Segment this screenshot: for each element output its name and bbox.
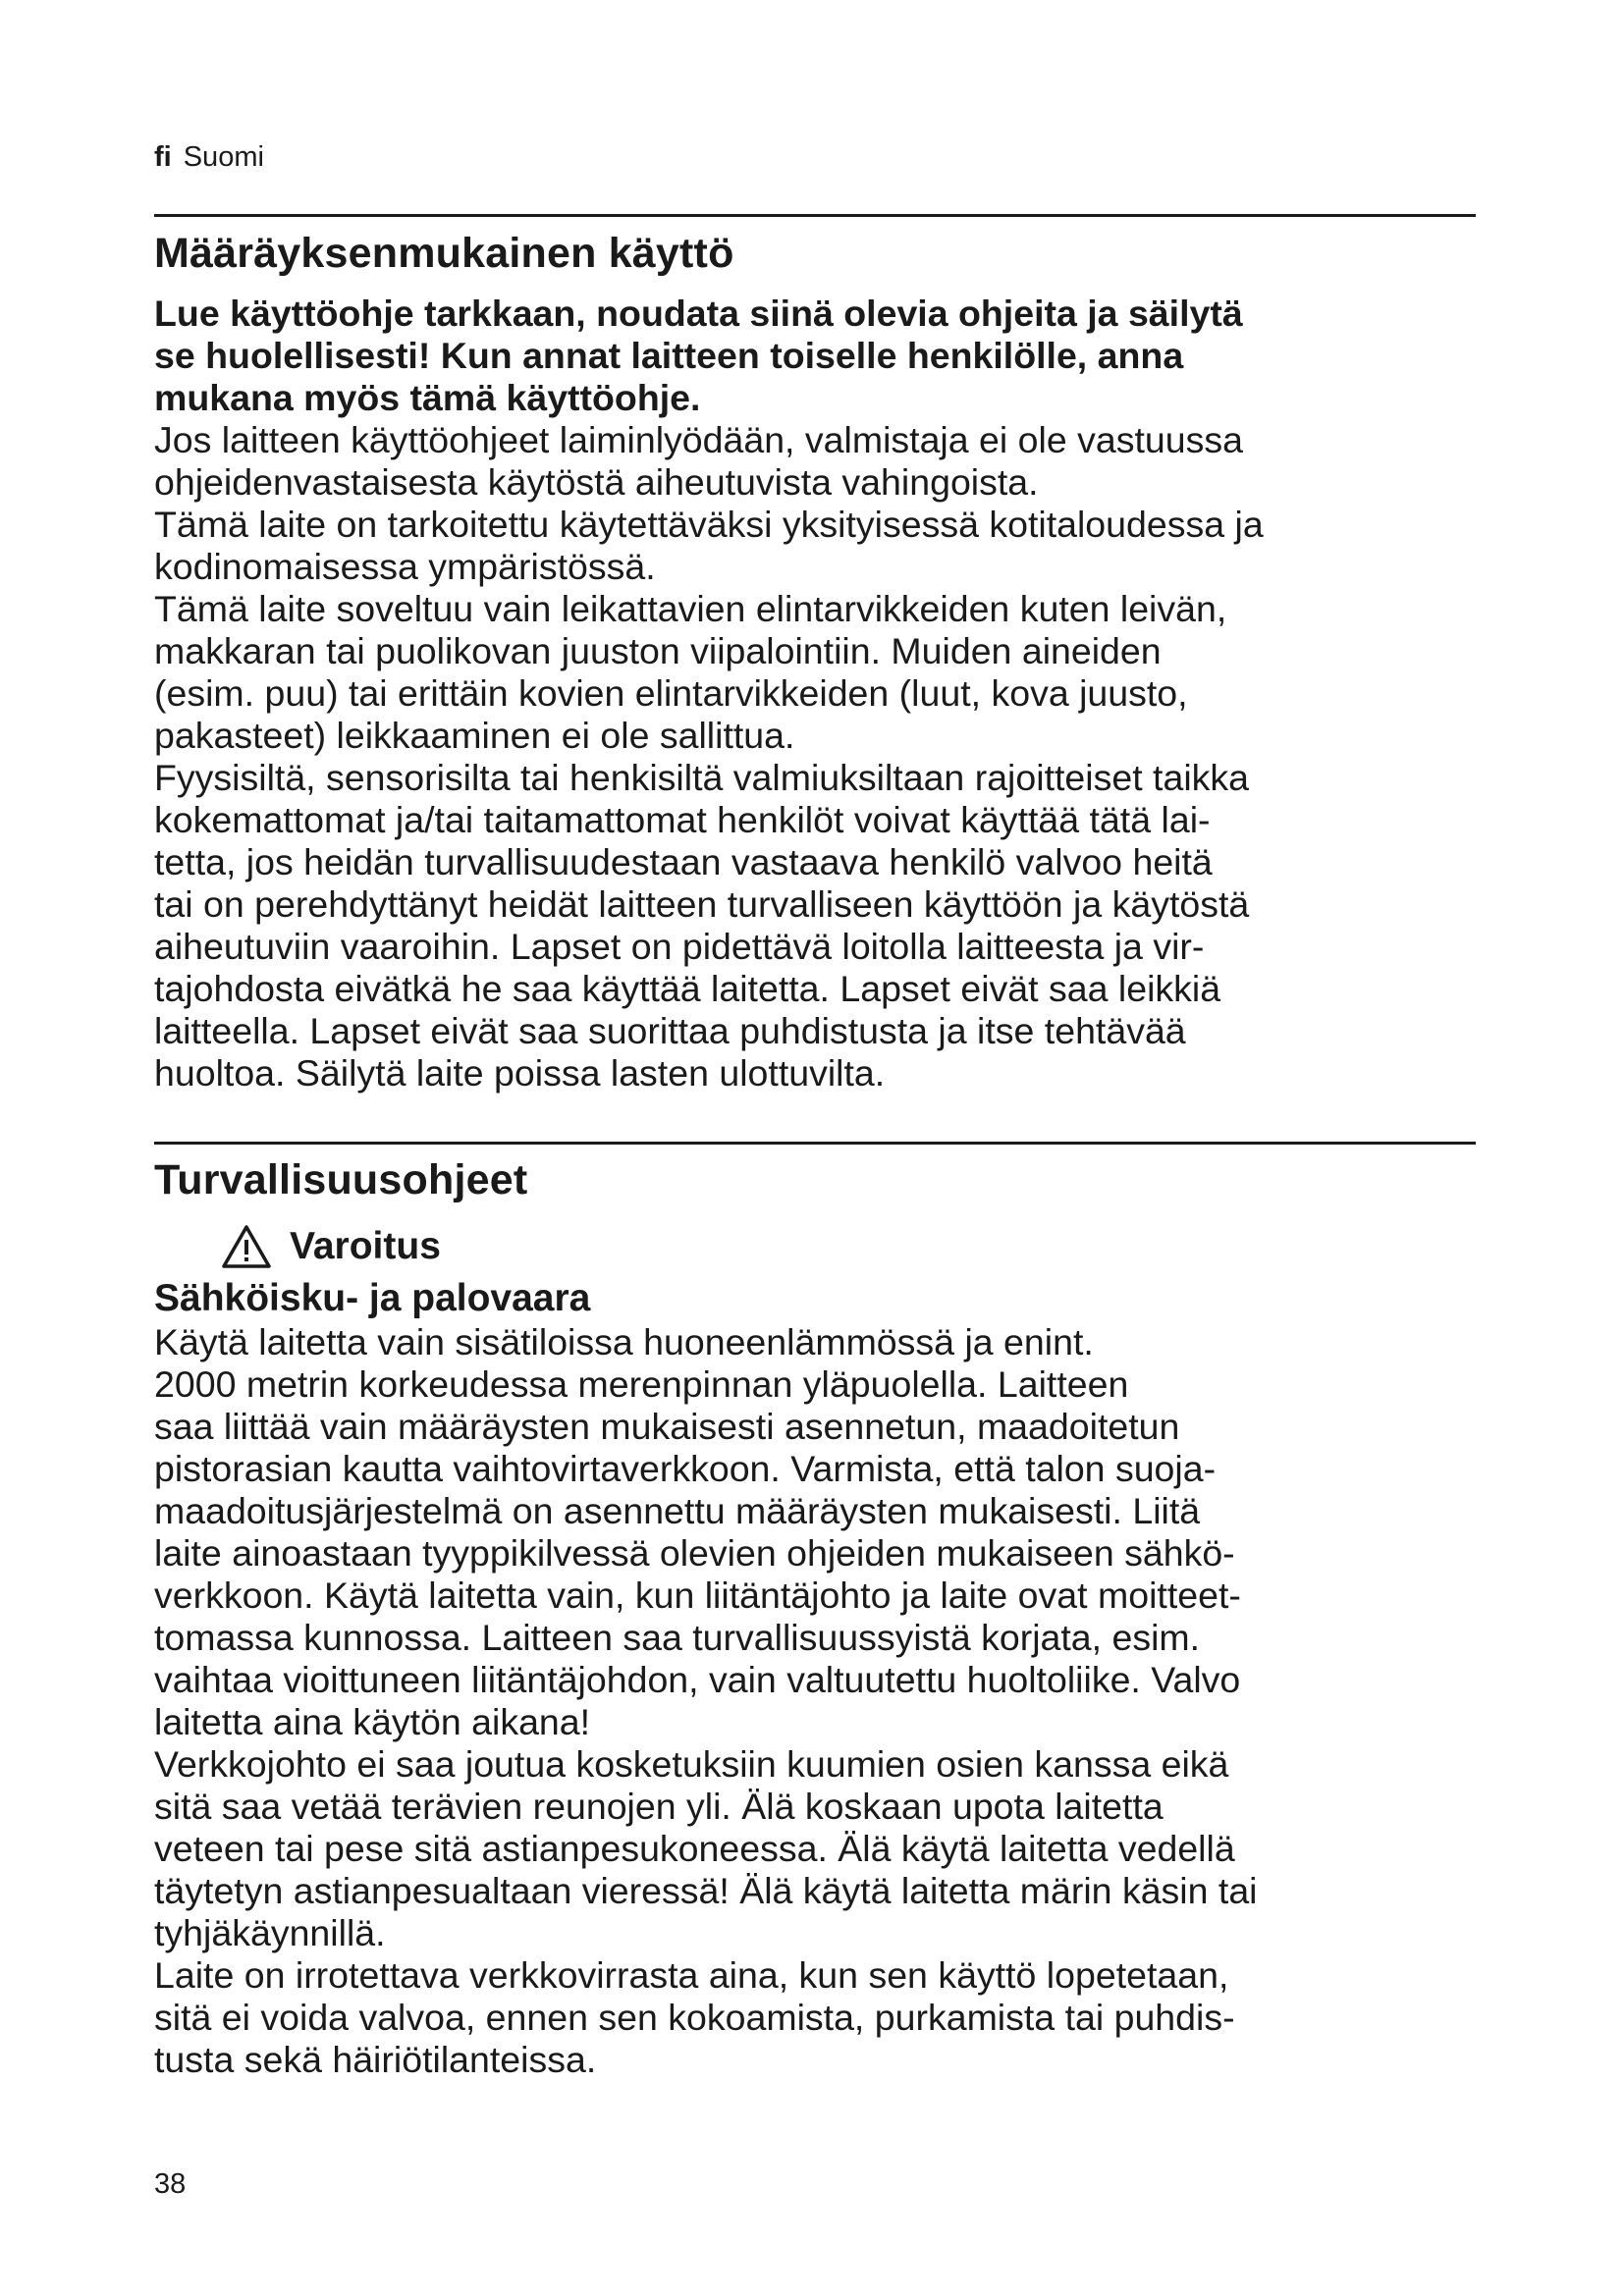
body-line: tyhjäkäynnillä. <box>154 1912 386 1953</box>
body-line: laite ainoastaan tyyppikilvessä olevien ohjeiden mukaiseen sähkö- <box>154 1532 1235 1574</box>
body-line: sitä saa vetää terävien reunojen yli. Älä koskaan upota laitetta <box>154 1786 1164 1827</box>
body-line: Laite on irrotettava verkkovirrasta aina, kun sen käyttö lopetetaan, <box>154 1954 1229 1996</box>
body-line: tomassa kunnossa. Laitteen saa turvallisuussyistä korjata, esim. <box>154 1617 1201 1658</box>
safety-section <box>154 1152 1476 2081</box>
body-line: veteen tai pese sitä astianpesukoneessa. Älä käytä laitetta vedellä <box>154 1828 1235 1869</box>
body-line: tai on perehdyttänyt heidät laitteen turvalliseen käyttöön ja käytöstä <box>154 883 1250 925</box>
body-line: pistorasian kautta vaihtovirtaverkkoon. Varmista, että talon suoja- <box>154 1448 1217 1489</box>
intended-use-section <box>154 226 1476 1095</box>
body-line: laitetta aina käytön aikana! <box>154 1701 591 1742</box>
warning-triangle-icon <box>221 1224 272 1269</box>
lead-line: se huolellisesti! Kun annat laitteen toiselle henkilölle, anna <box>154 335 1184 376</box>
body-line: huoltoa. Säilytä laite poissa lasten ulottuvilta. <box>154 1052 886 1094</box>
body-line: sitä ei voida valvoa, ennen sen kokoamista, purkamista tai puhdis- <box>154 1997 1235 2038</box>
body-line: Tämä laite on tarkoitettu käytettäväksi yksityisessä kotitaloudessa ja <box>154 504 1264 545</box>
body-text <box>154 1321 1476 2081</box>
language-name: Suomi <box>183 141 264 173</box>
body-line: tusta sekä häiriötilanteissa. <box>154 2039 597 2080</box>
hazard-heading: Sähköisku- ja palovaara <box>154 1277 591 1319</box>
body-line: tajohdosta eivätkä he saa käyttää laitetta. Lapset eivät saa leikkiä <box>154 968 1221 1009</box>
body-line: ohjeidenvastaisesta käytöstä aiheutuvista vahingoista. <box>154 461 1039 503</box>
body-line: täytetyn astianpesualtaan vieressä! Älä käytä laitetta märin käsin tai <box>154 1870 1258 1911</box>
warning-label: Varoitus <box>290 1225 441 1267</box>
section-title: Turvallisuusohjeet <box>154 1156 528 1203</box>
body-line: Käytä laitetta vain sisätiloissa huoneenlämmössä ja enint. <box>154 1321 1094 1362</box>
body-text <box>154 419 1476 1095</box>
body-line: pakasteet) leikkaaminen ei ole sallittua. <box>154 715 795 756</box>
body-line: kokemattomat ja/tai taitamattomat henkilöt voivat käyttää tätä lai- <box>154 799 1211 840</box>
body-line: Tämä laite soveltuu vain leikattavien elintarvikkeiden kuten leivän, <box>154 588 1227 629</box>
body-line: 2000 metrin korkeudessa merenpinnan yläpuolella. Laitteen <box>154 1363 1129 1405</box>
body-line: Verkkojohto ei saa joutua kosketuksiin kuumien osien kanssa eikä <box>154 1743 1229 1785</box>
body-line: saa liittää vain määräysten mukaisesti asennetun, maadoitetun <box>154 1406 1180 1447</box>
body-line: makkaran tai puolikovan juuston viipalointiin. Muiden aineiden <box>154 630 1162 671</box>
body-line: laitteella. Lapset eivät saa suorittaa puhdistusta ja itse tehtävää <box>154 1010 1186 1051</box>
body-line: vaihtaa vioittuneen liitäntäjohdon, vain valtuutettu huoltoliike. Valvo <box>154 1659 1241 1700</box>
body-line: tetta, jos heidän turvallisuudestaan vastaava henkilö valvoo heitä <box>154 841 1213 882</box>
body-line: kodinomaisessa ympäristössä. <box>154 546 656 587</box>
lead-paragraph <box>154 293 1476 419</box>
section-divider <box>154 214 1476 217</box>
body-line: verkkoon. Käytä laitetta vain, kun liitäntäjohto ja laite ovat moitteet- <box>154 1575 1241 1616</box>
section-divider <box>154 1142 1476 1145</box>
body-line: aiheutuviin vaaroihin. Lapset on pidettävä loitolla laitteesta ja vir- <box>154 926 1205 967</box>
lead-line: Lue käyttöohje tarkkaan, noudata siinä olevia ohjeita ja säilytä <box>154 293 1243 334</box>
page-number: 38 <box>154 2168 187 2200</box>
body-line: Jos laitteen käyttöohjeet laiminlyödään, valmistaja ei ole vastuussa <box>154 419 1243 460</box>
language-code: fi <box>154 141 172 173</box>
body-line: (esim. puu) tai erittäin kovien elintarvikkeiden (luut, kova juusto, <box>154 672 1188 714</box>
lead-line: mukana myös tämä käyttöohje. <box>154 377 701 418</box>
body-line: maadoitusjärjestelmä on asennettu määräysten mukaisesti. Liitä <box>154 1490 1201 1531</box>
warning-callout <box>221 1221 1476 1272</box>
body-line: Fyysisiltä, sensorisilta tai henkisiltä valmiuksiltaan rajoitteiset taikka <box>154 757 1250 798</box>
page-header <box>154 139 264 175</box>
section-title: Määräyksenmukainen käyttö <box>154 230 734 277</box>
